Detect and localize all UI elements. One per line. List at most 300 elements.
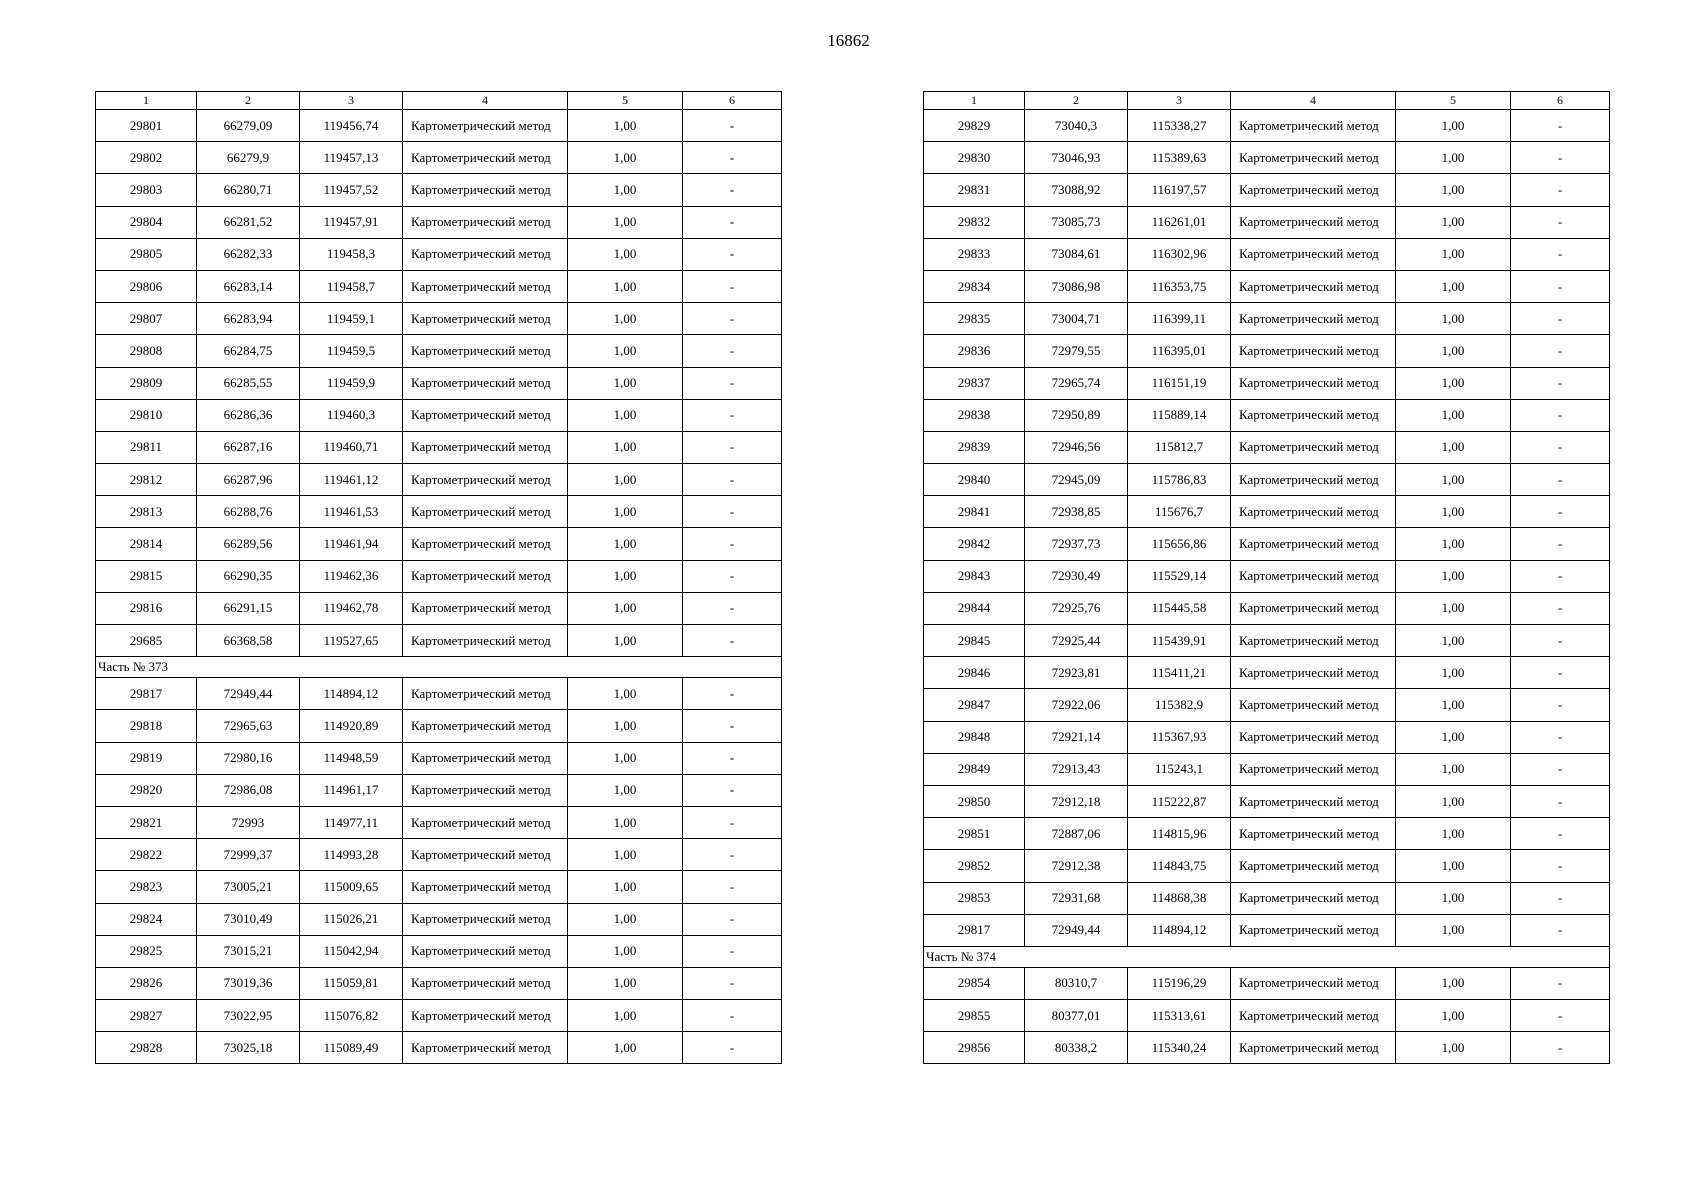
method-cell: Картометрический метод <box>1231 238 1396 270</box>
table-row <box>96 742 782 774</box>
note-cell: - <box>683 142 782 174</box>
y-coordinate-cell: 119462,36 <box>300 560 403 592</box>
method-cell: Картометрический метод <box>403 742 568 774</box>
table-row <box>96 238 782 270</box>
method-cell: Картометрический метод <box>1231 625 1396 657</box>
accuracy-cell: 1,00 <box>568 142 683 174</box>
y-coordinate-cell: 119461,94 <box>300 528 403 560</box>
y-coordinate-cell: 119458,3 <box>300 238 403 270</box>
accuracy-cell: 1,00 <box>568 903 683 935</box>
point-number-cell: 29824 <box>96 903 197 935</box>
point-number-cell: 29822 <box>96 839 197 871</box>
point-number-cell: 29820 <box>96 774 197 806</box>
accuracy-cell: 1,00 <box>568 592 683 624</box>
column-header: 5 <box>568 92 683 110</box>
table-row <box>96 871 782 903</box>
table-row <box>924 689 1610 721</box>
note-cell: - <box>683 464 782 496</box>
point-number-cell: 29815 <box>96 560 197 592</box>
point-number-cell: 29853 <box>924 882 1025 914</box>
method-cell: Картометрический метод <box>1231 464 1396 496</box>
table-row <box>924 431 1610 463</box>
accuracy-cell: 1,00 <box>1396 785 1511 817</box>
accuracy-cell: 1,00 <box>568 1032 683 1064</box>
y-coordinate-cell: 119459,1 <box>300 303 403 335</box>
method-cell: Картометрический метод <box>403 399 568 431</box>
x-coordinate-cell: 72923,81 <box>1025 657 1128 689</box>
point-number-cell: 29807 <box>96 303 197 335</box>
x-coordinate-cell: 80338,2 <box>1025 1032 1128 1064</box>
y-coordinate-cell: 116399,11 <box>1128 303 1231 335</box>
note-cell: - <box>1511 496 1610 528</box>
table-row <box>924 335 1610 367</box>
y-coordinate-cell: 119458,7 <box>300 270 403 302</box>
accuracy-cell: 1,00 <box>1396 270 1511 302</box>
table-row <box>96 560 782 592</box>
point-number-cell: 29849 <box>924 753 1025 785</box>
accuracy-cell: 1,00 <box>1396 303 1511 335</box>
y-coordinate-cell: 116395,01 <box>1128 335 1231 367</box>
method-cell: Картометрический метод <box>403 303 568 335</box>
accuracy-cell: 1,00 <box>1396 367 1511 399</box>
note-cell: - <box>1511 560 1610 592</box>
x-coordinate-cell: 73025,18 <box>197 1032 300 1064</box>
note-cell: - <box>683 903 782 935</box>
note-cell: - <box>683 710 782 742</box>
method-cell: Картометрический метод <box>403 367 568 399</box>
table-row <box>924 753 1610 785</box>
column-header: 6 <box>683 92 782 110</box>
y-coordinate-cell: 115059,81 <box>300 967 403 999</box>
point-number-cell: 29817 <box>96 678 197 710</box>
table-row <box>924 238 1610 270</box>
x-coordinate-cell: 66281,52 <box>197 206 300 238</box>
point-number-cell: 29855 <box>924 1000 1025 1032</box>
table-row <box>924 785 1610 817</box>
accuracy-cell: 1,00 <box>568 625 683 657</box>
method-cell: Картометрический метод <box>403 142 568 174</box>
table-row <box>924 303 1610 335</box>
note-cell: - <box>683 431 782 463</box>
x-coordinate-cell: 72993 <box>197 806 300 838</box>
method-cell: Картометрический метод <box>403 560 568 592</box>
y-coordinate-cell: 115676,7 <box>1128 496 1231 528</box>
point-number-cell: 29812 <box>96 464 197 496</box>
point-number-cell: 29834 <box>924 270 1025 302</box>
point-number-cell: 29814 <box>96 528 197 560</box>
method-cell: Картометрический метод <box>403 335 568 367</box>
accuracy-cell: 1,00 <box>568 367 683 399</box>
table-row <box>924 1000 1610 1032</box>
method-cell: Картометрический метод <box>1231 560 1396 592</box>
accuracy-cell: 1,00 <box>568 335 683 367</box>
table-row <box>924 528 1610 560</box>
method-cell: Картометрический метод <box>403 592 568 624</box>
x-coordinate-cell: 72949,44 <box>197 678 300 710</box>
x-coordinate-cell: 66290,35 <box>197 560 300 592</box>
note-cell: - <box>683 238 782 270</box>
accuracy-cell: 1,00 <box>568 431 683 463</box>
accuracy-cell: 1,00 <box>1396 238 1511 270</box>
table-row <box>96 903 782 935</box>
table-row <box>924 142 1610 174</box>
table-row <box>96 839 782 871</box>
note-cell: - <box>683 303 782 335</box>
method-cell: Картометрический метод <box>1231 785 1396 817</box>
point-number-cell: 29821 <box>96 806 197 838</box>
note-cell: - <box>1511 1000 1610 1032</box>
accuracy-cell: 1,00 <box>568 935 683 967</box>
method-cell: Картометрический метод <box>403 871 568 903</box>
y-coordinate-cell: 114961,17 <box>300 774 403 806</box>
table-row <box>96 367 782 399</box>
point-number-cell: 29809 <box>96 367 197 399</box>
table-row <box>924 914 1610 946</box>
point-number-cell: 29854 <box>924 967 1025 999</box>
y-coordinate-cell: 116151,19 <box>1128 367 1231 399</box>
point-number-cell: 29852 <box>924 850 1025 882</box>
method-cell: Картометрический метод <box>403 464 568 496</box>
y-coordinate-cell: 115529,14 <box>1128 560 1231 592</box>
x-coordinate-cell: 73019,36 <box>197 967 300 999</box>
method-cell: Картометрический метод <box>403 238 568 270</box>
point-number-cell: 29825 <box>96 935 197 967</box>
note-cell: - <box>1511 367 1610 399</box>
accuracy-cell: 1,00 <box>1396 528 1511 560</box>
note-cell: - <box>683 806 782 838</box>
accuracy-cell: 1,00 <box>1396 1032 1511 1064</box>
table-row <box>924 657 1610 689</box>
x-coordinate-cell: 72950,89 <box>1025 399 1128 431</box>
y-coordinate-cell: 115389,63 <box>1128 142 1231 174</box>
note-cell: - <box>683 592 782 624</box>
point-number-cell: 29826 <box>96 967 197 999</box>
method-cell: Картометрический метод <box>1231 818 1396 850</box>
note-cell: - <box>683 399 782 431</box>
x-coordinate-cell: 72949,44 <box>1025 914 1128 946</box>
x-coordinate-cell: 66291,15 <box>197 592 300 624</box>
y-coordinate-cell: 119457,91 <box>300 206 403 238</box>
y-coordinate-cell: 115656,86 <box>1128 528 1231 560</box>
y-coordinate-cell: 114843,75 <box>1128 850 1231 882</box>
accuracy-cell: 1,00 <box>568 399 683 431</box>
y-coordinate-cell: 115026,21 <box>300 903 403 935</box>
method-cell: Картометрический метод <box>1231 1032 1396 1064</box>
x-coordinate-cell: 72912,18 <box>1025 785 1128 817</box>
accuracy-cell: 1,00 <box>1396 850 1511 882</box>
method-cell: Картометрический метод <box>1231 528 1396 560</box>
note-cell: - <box>683 871 782 903</box>
accuracy-cell: 1,00 <box>1396 882 1511 914</box>
note-cell: - <box>1511 206 1610 238</box>
point-number-cell: 29851 <box>924 818 1025 850</box>
table-row <box>96 710 782 742</box>
table-row <box>96 496 782 528</box>
point-number-cell: 29838 <box>924 399 1025 431</box>
table-row <box>96 774 782 806</box>
accuracy-cell: 1,00 <box>1396 174 1511 206</box>
x-coordinate-cell: 73085,73 <box>1025 206 1128 238</box>
note-cell: - <box>1511 592 1610 624</box>
note-cell: - <box>1511 431 1610 463</box>
table-row <box>96 678 782 710</box>
table-row <box>96 464 782 496</box>
point-number-cell: 29830 <box>924 142 1025 174</box>
column-header: 2 <box>197 92 300 110</box>
method-cell: Картометрический метод <box>1231 174 1396 206</box>
method-cell: Картометрический метод <box>1231 657 1396 689</box>
accuracy-cell: 1,00 <box>568 839 683 871</box>
table-row <box>924 174 1610 206</box>
note-cell: - <box>683 335 782 367</box>
table-row <box>924 110 1610 142</box>
table-row <box>924 399 1610 431</box>
column-header: 4 <box>403 92 568 110</box>
point-number-cell: 29803 <box>96 174 197 206</box>
x-coordinate-cell: 72965,63 <box>197 710 300 742</box>
page-number: 16862 <box>827 31 870 50</box>
accuracy-cell: 1,00 <box>568 206 683 238</box>
x-coordinate-cell: 66368,58 <box>197 625 300 657</box>
coordinates-table-left <box>95 91 782 1064</box>
accuracy-cell: 1,00 <box>568 678 683 710</box>
column-header: 5 <box>1396 92 1511 110</box>
y-coordinate-cell: 119457,52 <box>300 174 403 206</box>
table-row <box>96 1032 782 1064</box>
x-coordinate-cell: 66285,55 <box>197 367 300 399</box>
method-cell: Картометрический метод <box>1231 689 1396 721</box>
accuracy-cell: 1,00 <box>568 560 683 592</box>
method-cell: Картометрический метод <box>1231 914 1396 946</box>
table-row <box>96 967 782 999</box>
y-coordinate-cell: 115382,9 <box>1128 689 1231 721</box>
x-coordinate-cell: 73086,98 <box>1025 270 1128 302</box>
table-row <box>924 967 1610 999</box>
note-cell: - <box>1511 270 1610 302</box>
note-cell: - <box>1511 721 1610 753</box>
y-coordinate-cell: 116302,96 <box>1128 238 1231 270</box>
method-cell: Картометрический метод <box>1231 721 1396 753</box>
table-row <box>96 592 782 624</box>
x-coordinate-cell: 72979,55 <box>1025 335 1128 367</box>
note-cell: - <box>683 1032 782 1064</box>
y-coordinate-cell: 119459,5 <box>300 335 403 367</box>
part-heading: Часть № 373 <box>96 657 782 678</box>
point-number-cell: 29836 <box>924 335 1025 367</box>
method-cell: Картометрический метод <box>403 496 568 528</box>
accuracy-cell: 1,00 <box>568 774 683 806</box>
y-coordinate-cell: 119460,71 <box>300 431 403 463</box>
table-header-row <box>96 92 782 110</box>
y-coordinate-cell: 114868,38 <box>1128 882 1231 914</box>
y-coordinate-cell: 115340,24 <box>1128 1032 1231 1064</box>
accuracy-cell: 1,00 <box>568 464 683 496</box>
table-row <box>924 721 1610 753</box>
y-coordinate-cell: 115243,1 <box>1128 753 1231 785</box>
y-coordinate-cell: 119460,3 <box>300 399 403 431</box>
accuracy-cell: 1,00 <box>568 710 683 742</box>
y-coordinate-cell: 115196,29 <box>1128 967 1231 999</box>
point-number-cell: 29802 <box>96 142 197 174</box>
table-row <box>96 335 782 367</box>
point-number-cell: 29823 <box>96 871 197 903</box>
method-cell: Картометрический метод <box>403 431 568 463</box>
y-coordinate-cell: 115786,83 <box>1128 464 1231 496</box>
note-cell: - <box>1511 967 1610 999</box>
x-coordinate-cell: 72921,14 <box>1025 721 1128 753</box>
table-row <box>96 399 782 431</box>
table-row <box>924 367 1610 399</box>
table-row <box>96 806 782 838</box>
column-header: 1 <box>96 92 197 110</box>
accuracy-cell: 1,00 <box>1396 967 1511 999</box>
point-number-cell: 29841 <box>924 496 1025 528</box>
table-row <box>924 270 1610 302</box>
x-coordinate-cell: 72930,49 <box>1025 560 1128 592</box>
y-coordinate-cell: 116353,75 <box>1128 270 1231 302</box>
y-coordinate-cell: 119461,53 <box>300 496 403 528</box>
note-cell: - <box>1511 850 1610 882</box>
method-cell: Картометрический метод <box>403 839 568 871</box>
x-coordinate-cell: 73010,49 <box>197 903 300 935</box>
note-cell: - <box>1511 528 1610 560</box>
point-number-cell: 29829 <box>924 110 1025 142</box>
accuracy-cell: 1,00 <box>568 270 683 302</box>
point-number-cell: 29840 <box>924 464 1025 496</box>
accuracy-cell: 1,00 <box>1396 914 1511 946</box>
method-cell: Картометрический метод <box>403 625 568 657</box>
method-cell: Картометрический метод <box>1231 142 1396 174</box>
x-coordinate-cell: 73015,21 <box>197 935 300 967</box>
column-header: 6 <box>1511 92 1610 110</box>
y-coordinate-cell: 119459,9 <box>300 367 403 399</box>
method-cell: Картометрический метод <box>403 678 568 710</box>
table-row <box>96 303 782 335</box>
y-coordinate-cell: 119527,65 <box>300 625 403 657</box>
accuracy-cell: 1,00 <box>568 496 683 528</box>
method-cell: Картометрический метод <box>1231 431 1396 463</box>
accuracy-cell: 1,00 <box>1396 142 1511 174</box>
x-coordinate-cell: 66279,9 <box>197 142 300 174</box>
note-cell: - <box>1511 110 1610 142</box>
accuracy-cell: 1,00 <box>1396 721 1511 753</box>
point-number-cell: 29842 <box>924 528 1025 560</box>
method-cell: Картометрический метод <box>1231 110 1396 142</box>
x-coordinate-cell: 73046,93 <box>1025 142 1128 174</box>
x-coordinate-cell: 73084,61 <box>1025 238 1128 270</box>
x-coordinate-cell: 73022,95 <box>197 1000 300 1032</box>
note-cell: - <box>683 839 782 871</box>
point-number-cell: 29813 <box>96 496 197 528</box>
method-cell: Картометрический метод <box>403 110 568 142</box>
table-row <box>924 560 1610 592</box>
x-coordinate-cell: 72938,85 <box>1025 496 1128 528</box>
accuracy-cell: 1,00 <box>568 967 683 999</box>
note-cell: - <box>1511 689 1610 721</box>
note-cell: - <box>683 174 782 206</box>
point-number-cell: 29808 <box>96 335 197 367</box>
note-cell: - <box>1511 785 1610 817</box>
x-coordinate-cell: 66288,76 <box>197 496 300 528</box>
table-row <box>96 206 782 238</box>
table-row <box>924 850 1610 882</box>
accuracy-cell: 1,00 <box>568 303 683 335</box>
accuracy-cell: 1,00 <box>1396 560 1511 592</box>
note-cell: - <box>1511 753 1610 785</box>
table-row <box>96 935 782 967</box>
method-cell: Картометрический метод <box>1231 592 1396 624</box>
accuracy-cell: 1,00 <box>568 528 683 560</box>
table-row <box>924 882 1610 914</box>
method-cell: Картометрический метод <box>403 806 568 838</box>
method-cell: Картометрический метод <box>403 1032 568 1064</box>
table-row <box>924 464 1610 496</box>
note-cell: - <box>1511 399 1610 431</box>
point-number-cell: 29832 <box>924 206 1025 238</box>
y-coordinate-cell: 115812,7 <box>1128 431 1231 463</box>
method-cell: Картометрический метод <box>403 174 568 206</box>
x-coordinate-cell: 72999,37 <box>197 839 300 871</box>
note-cell: - <box>1511 818 1610 850</box>
point-number-cell: 29818 <box>96 710 197 742</box>
accuracy-cell: 1,00 <box>568 110 683 142</box>
note-cell: - <box>683 110 782 142</box>
y-coordinate-cell: 115009,65 <box>300 871 403 903</box>
table-row <box>96 431 782 463</box>
accuracy-cell: 1,00 <box>568 1000 683 1032</box>
y-coordinate-cell: 115338,27 <box>1128 110 1231 142</box>
x-coordinate-cell: 66289,56 <box>197 528 300 560</box>
method-cell: Картометрический метод <box>403 935 568 967</box>
x-coordinate-cell: 80310,7 <box>1025 967 1128 999</box>
accuracy-cell: 1,00 <box>568 742 683 774</box>
point-number-cell: 29810 <box>96 399 197 431</box>
y-coordinate-cell: 119462,78 <box>300 592 403 624</box>
accuracy-cell: 1,00 <box>1396 689 1511 721</box>
note-cell: - <box>683 967 782 999</box>
table-row <box>924 592 1610 624</box>
y-coordinate-cell: 114815,96 <box>1128 818 1231 850</box>
column-header: 4 <box>1231 92 1396 110</box>
note-cell: - <box>683 678 782 710</box>
note-cell: - <box>683 560 782 592</box>
accuracy-cell: 1,00 <box>1396 625 1511 657</box>
column-header: 1 <box>924 92 1025 110</box>
y-coordinate-cell: 115076,82 <box>300 1000 403 1032</box>
x-coordinate-cell: 72945,09 <box>1025 464 1128 496</box>
y-coordinate-cell: 114993,28 <box>300 839 403 871</box>
y-coordinate-cell: 115411,21 <box>1128 657 1231 689</box>
note-cell: - <box>1511 142 1610 174</box>
point-number-cell: 29685 <box>96 625 197 657</box>
note-cell: - <box>1511 335 1610 367</box>
x-coordinate-cell: 72937,73 <box>1025 528 1128 560</box>
table-row <box>924 1032 1610 1064</box>
x-coordinate-cell: 73040,3 <box>1025 110 1128 142</box>
x-coordinate-cell: 72913,43 <box>1025 753 1128 785</box>
x-coordinate-cell: 72965,74 <box>1025 367 1128 399</box>
x-coordinate-cell: 66286,36 <box>197 399 300 431</box>
y-coordinate-cell: 114977,11 <box>300 806 403 838</box>
y-coordinate-cell: 119461,12 <box>300 464 403 496</box>
x-coordinate-cell: 72986,08 <box>197 774 300 806</box>
note-cell: - <box>1511 657 1610 689</box>
method-cell: Картометрический метод <box>403 903 568 935</box>
method-cell: Картометрический метод <box>1231 303 1396 335</box>
note-cell: - <box>1511 882 1610 914</box>
method-cell: Картометрический метод <box>1231 882 1396 914</box>
x-coordinate-cell: 66280,71 <box>197 174 300 206</box>
